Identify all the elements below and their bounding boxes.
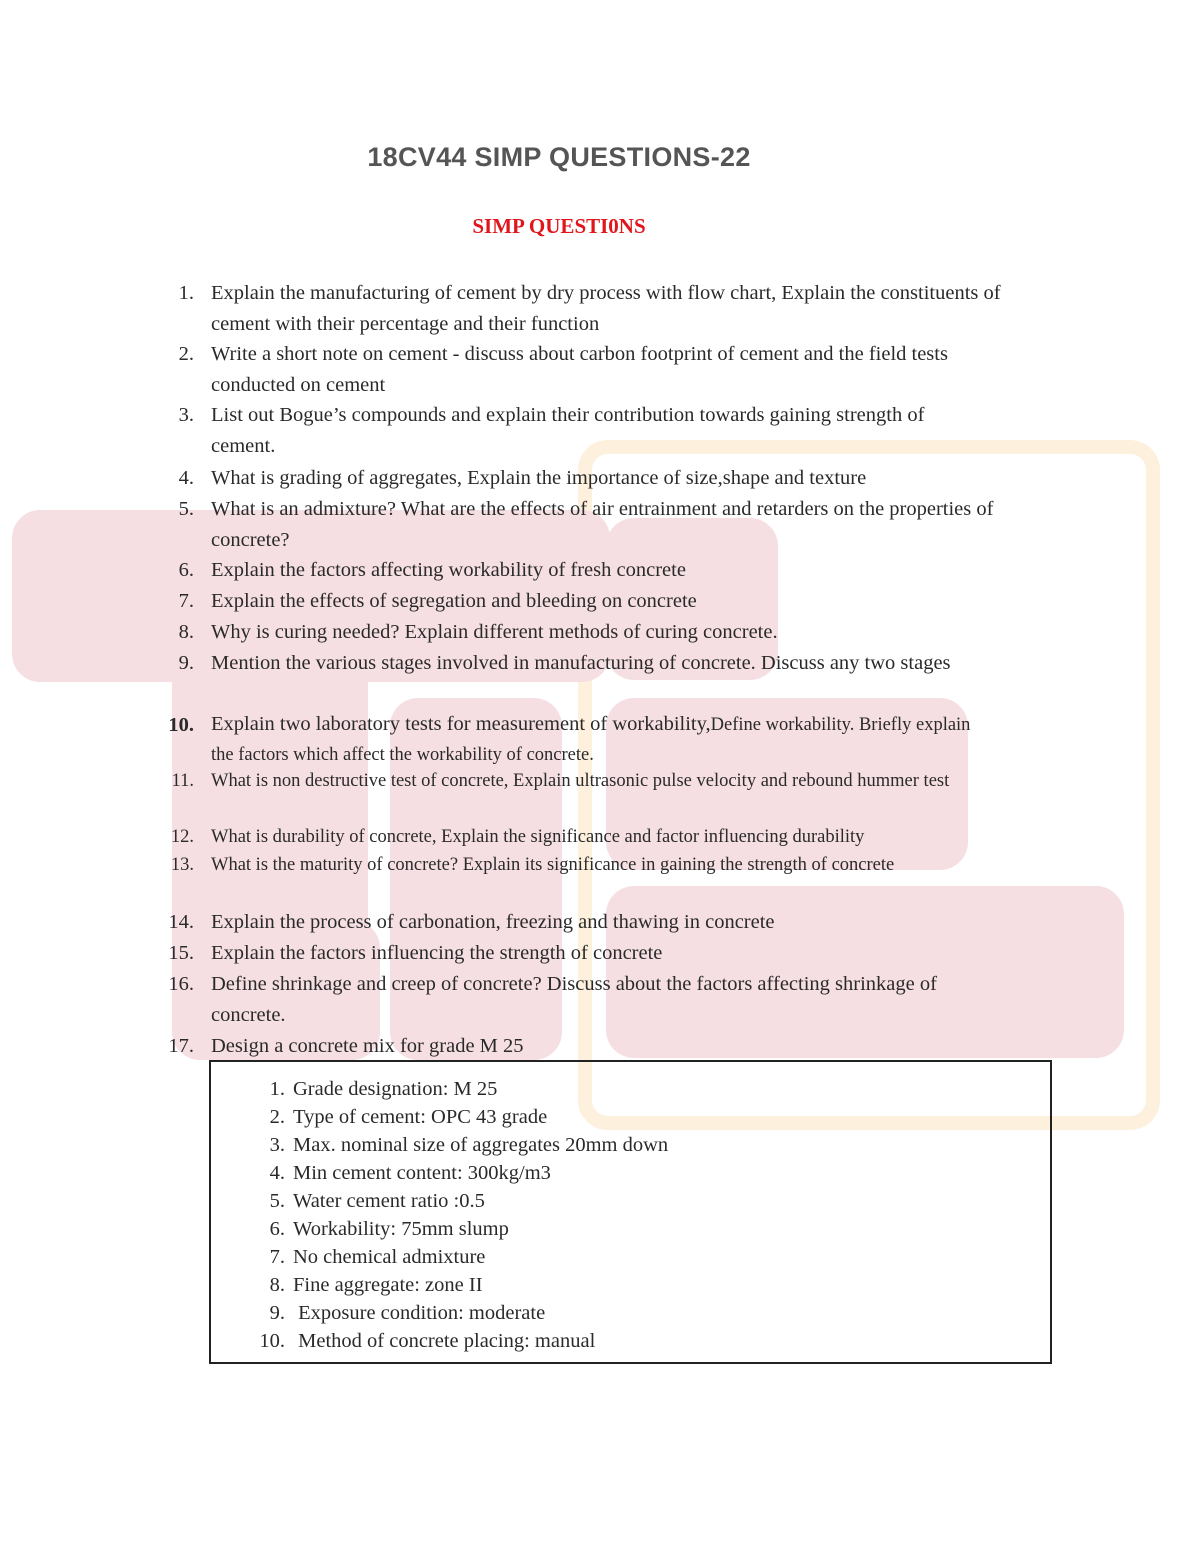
item-number: 2. bbox=[269, 1106, 285, 1128]
item-text: Exposure condition: moderate bbox=[293, 1302, 546, 1324]
item-number: 7. bbox=[269, 1246, 285, 1268]
item-number: 4. bbox=[269, 1162, 285, 1184]
item-number: 11. bbox=[171, 771, 194, 791]
item-number: 9. bbox=[178, 652, 194, 674]
item-number: 1. bbox=[269, 1078, 285, 1100]
item-text: Water cement ratio :0.5 bbox=[293, 1190, 485, 1212]
item-text: Fine aggregate: zone II bbox=[293, 1274, 483, 1296]
item-number: 13. bbox=[170, 855, 194, 875]
item-text: Design a concrete mix for grade M 25 bbox=[211, 1035, 524, 1057]
mix-design-box bbox=[209, 1060, 1052, 1364]
item-text: Explain the factors affecting workability of fresh concrete bbox=[211, 559, 686, 581]
item-number: 10. bbox=[259, 1330, 285, 1352]
item-text: Explain the process of carbonation, freezing and thawing in concrete bbox=[211, 911, 775, 933]
item-number: 17. bbox=[168, 1035, 194, 1057]
item-number: 14. bbox=[168, 911, 194, 933]
item-number: 9. bbox=[269, 1302, 285, 1324]
item-text: What is the maturity of concrete? Explain its significance in gaining the strength of concrete bbox=[211, 855, 895, 875]
item-number: 15. bbox=[168, 942, 194, 964]
item-number: 3. bbox=[269, 1134, 285, 1156]
item-text: Max. nominal size of aggregates 20mm down bbox=[293, 1134, 669, 1156]
item-text: Explain the factors influencing the strength of concrete bbox=[211, 942, 663, 964]
item-text: Method of concrete placing: manual bbox=[293, 1330, 596, 1352]
item-text: Min cement content: 300kg/m3 bbox=[293, 1162, 551, 1184]
item-text: Write a short note on cement - discuss about carbon footprint of cement and the field tests conducted on cement bbox=[211, 343, 948, 396]
item-text: Why is curing needed? Explain different methods of curing concrete. bbox=[211, 621, 778, 643]
item-number: 5. bbox=[269, 1190, 285, 1212]
item-text bbox=[211, 710, 971, 770]
item-text: What is an admixture? What are the effects of air entrainment and retarders on the properties of concrete? bbox=[211, 498, 994, 551]
item-number: 12. bbox=[170, 827, 194, 847]
item-number: 8. bbox=[178, 621, 194, 643]
item-number: 6. bbox=[269, 1218, 285, 1240]
item-text-part: Define workability. Briefly explain the factors which affect the workability of concrete. bbox=[211, 715, 971, 765]
item-number: 8. bbox=[269, 1274, 285, 1296]
item-text: What is non destructive test of concrete, Explain ultrasonic pulse velocity and rebound hummer test bbox=[211, 771, 950, 791]
item-number: 5. bbox=[178, 498, 194, 520]
item-text: What is durability of concrete, Explain the significance and factor influencing durability bbox=[211, 827, 865, 847]
item-number: 7. bbox=[178, 590, 194, 612]
item-number: 10. bbox=[168, 714, 194, 736]
item-number: 4. bbox=[178, 467, 194, 489]
item-number: 2. bbox=[178, 343, 194, 365]
item-number: 3. bbox=[178, 404, 194, 426]
item-number: 6. bbox=[178, 559, 194, 581]
item-text: Explain the manufacturing of cement by dry process with flow chart, Explain the constituents of cement with their percentage and their function bbox=[211, 282, 1001, 335]
item-number: 1. bbox=[178, 282, 194, 304]
item-text: Mention the various stages involved in manufacturing of concrete. Discuss any two stages bbox=[211, 652, 951, 674]
item-text: Type of cement: OPC 43 grade bbox=[293, 1106, 548, 1128]
item-text: Workability: 75mm slump bbox=[293, 1218, 509, 1240]
item-text: No chemical admixture bbox=[293, 1246, 486, 1268]
section-heading: SIMP QUESTI0NS bbox=[472, 214, 646, 238]
item-text: Grade designation: M 25 bbox=[293, 1078, 498, 1100]
item-number: 16. bbox=[168, 973, 194, 995]
item-text: Explain the effects of segregation and bleeding on concrete bbox=[211, 590, 697, 612]
item-text-part: Explain two laboratory tests for measurement of workability, bbox=[211, 713, 711, 735]
item-text: Define shrinkage and creep of concrete? Discuss about the factors affecting shrinkage of concrete. bbox=[211, 973, 937, 1026]
item-text: List out Bogue’s compounds and explain their contribution towards gaining strength of cement. bbox=[211, 404, 925, 457]
page-title: 18CV44 SIMP QUESTIONS-22 bbox=[367, 142, 751, 172]
item-text: What is grading of aggregates, Explain the importance of size,shape and texture bbox=[211, 467, 867, 489]
